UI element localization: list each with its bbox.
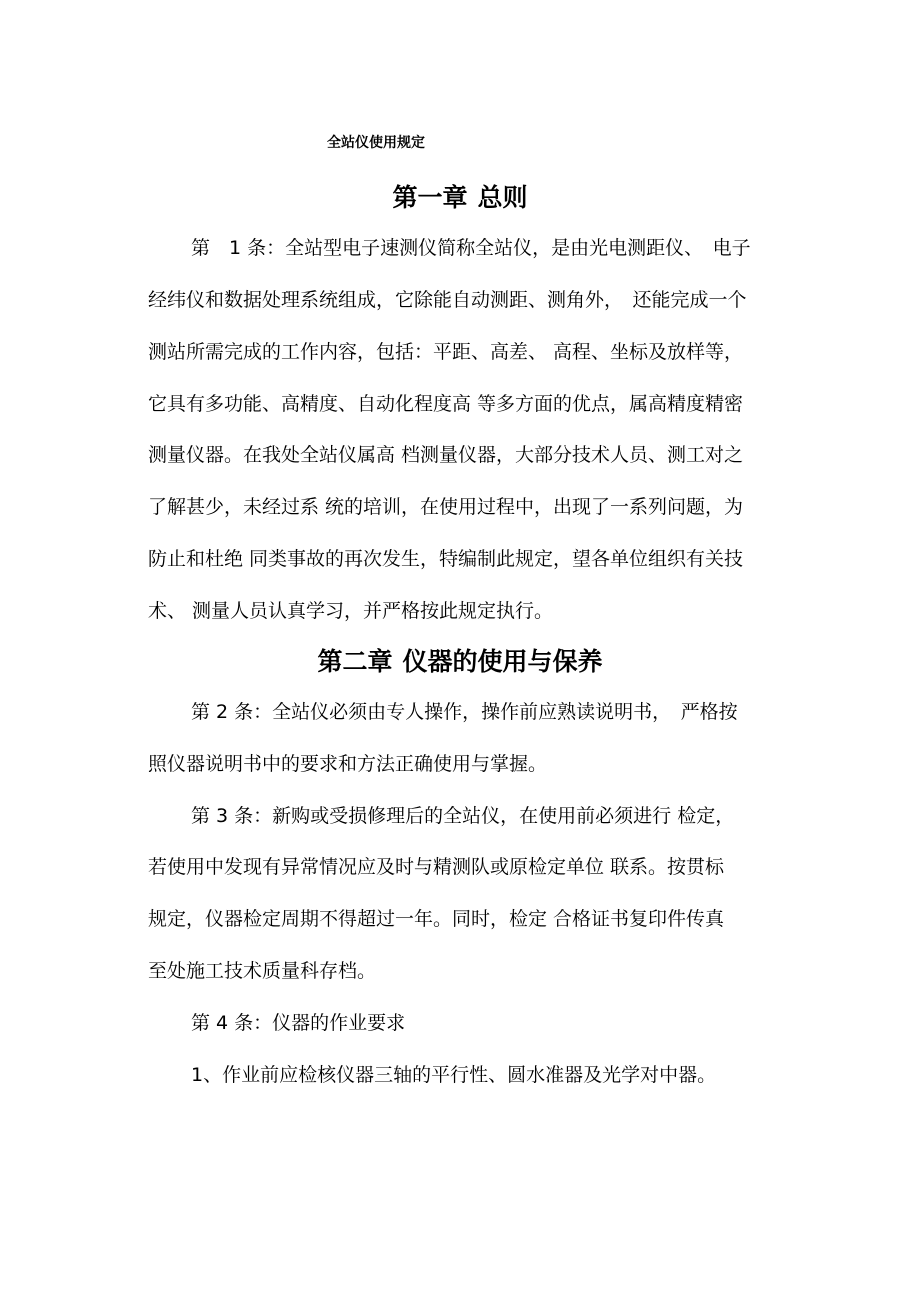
chapter-2-name: 仪器的使用与保养 bbox=[402, 647, 603, 676]
ch1-line-5: 测量仪器。在我处全站仪属高 档测量仪器，大部分技术人员、测工对之 bbox=[148, 444, 744, 466]
ch2-line-7: 第 4 条：仪器的作业要求 bbox=[191, 1012, 406, 1034]
ch2-line-8: 1、作业前应检核仪器三轴的平行性、圆水准器及光学对中器。 bbox=[191, 1064, 717, 1086]
chapter-1-number: 第一章 bbox=[392, 183, 468, 212]
ch2-line-5: 规定，仪器检定周期不得超过一年。同时，检定 合格证书复印件传真 bbox=[148, 908, 725, 930]
ch2-line-4: 若使用中发现有异常情况应及时与精测队或原检定单位 联系。按贯标 bbox=[148, 856, 725, 878]
ch1-line-7: 防止和杜绝 同类事故的再次发生，特编制此规定，望各单位组织有关技 bbox=[148, 548, 744, 570]
ch1-line-8: 术、 测量人员认真学习，并严格按此规定执行。 bbox=[148, 600, 554, 622]
ch1-line-4: 它具有多功能、高精度、自动化程度高 等多方面的优点，属高精度精密 bbox=[148, 393, 744, 415]
ch2-line-1: 第 2 条：全站仪必须由专人操作，操作前应熟读说明书， 严格按 bbox=[191, 701, 738, 723]
chapter-2-number: 第二章 bbox=[317, 647, 393, 676]
document-title: 全站仪使用规定 bbox=[327, 135, 425, 151]
ch1-line-2: 经纬仪和数据处理系统组成，它除能自动测距、测角外， 还能完成一个 bbox=[148, 289, 747, 311]
ch1-line-6: 了解甚少，未经过系 统的培训，在使用过程中，出现了一系列问题，为 bbox=[148, 496, 744, 518]
ch2-line-2: 照仪器说明书中的要求和方法正确使用与掌握。 bbox=[148, 753, 548, 775]
ch1-line-3: 测站所需完成的工作内容，包括：平距、高差、 高程、坐标及放样等， bbox=[148, 341, 744, 363]
chapter-1-name: 总则 bbox=[477, 183, 528, 212]
chapter-2-heading bbox=[0, 645, 920, 679]
ch2-line-3: 第 3 条：新购或受损修理后的全站仪，在使用前必须进行 检定， bbox=[191, 805, 735, 827]
chapter-1-heading bbox=[0, 181, 920, 215]
ch2-line-6: 至处施工技术质量科存档。 bbox=[148, 960, 377, 982]
ch1-line-1: 第 1 条：全站型电子速测仪简称全站仪，是由光电测距仪、 电子 bbox=[191, 237, 751, 259]
